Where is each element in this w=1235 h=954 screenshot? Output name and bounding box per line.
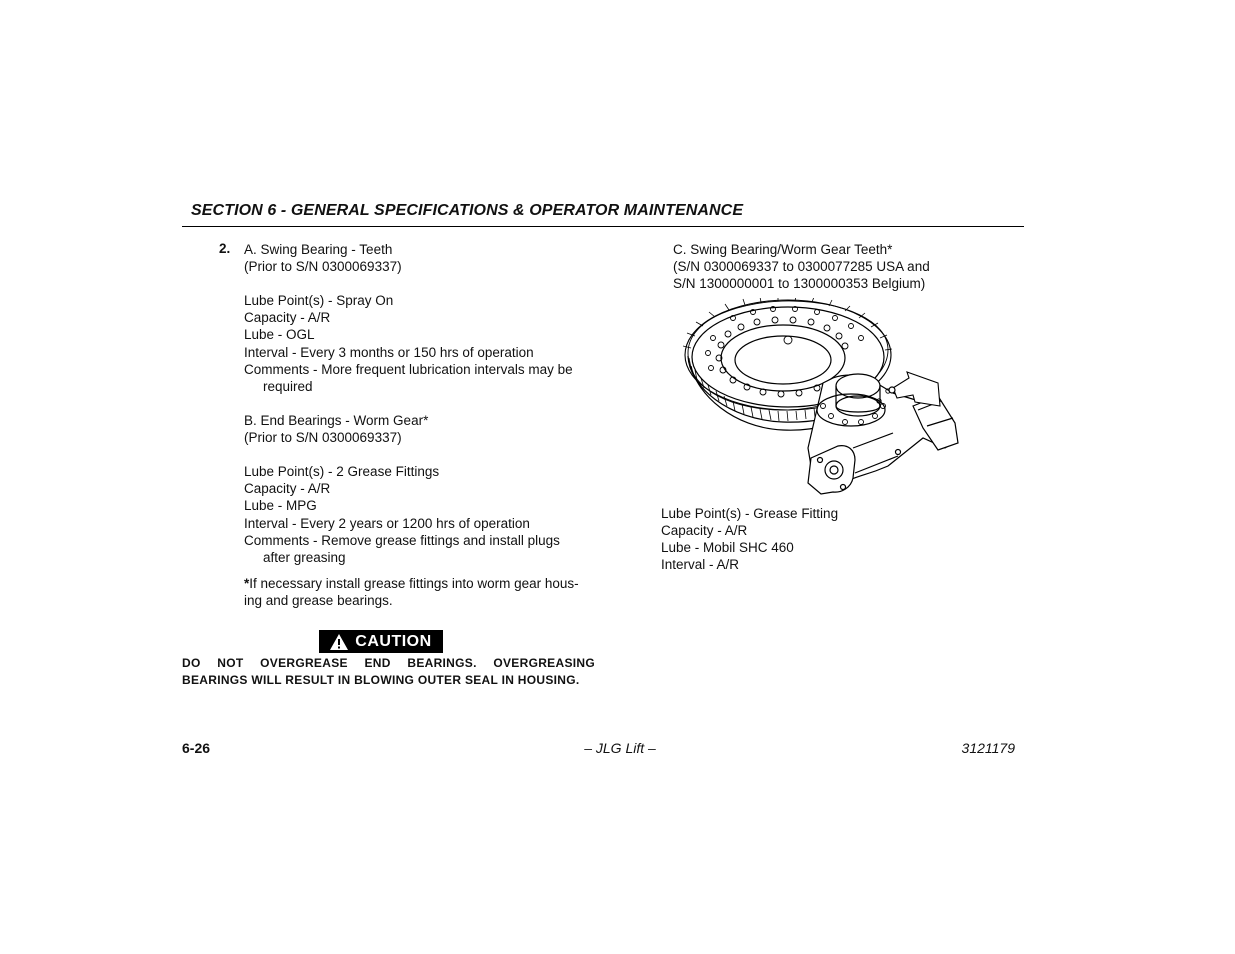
footnote-star: * bbox=[244, 575, 250, 591]
item-c-lube-points: Lube Point(s) - Grease Fitting bbox=[661, 506, 839, 521]
item-a-capacity: Capacity - A/R bbox=[244, 310, 331, 326]
warning-triangle-icon bbox=[330, 634, 348, 650]
swing-bearing-illustration bbox=[683, 298, 963, 498]
item-b-capacity: Capacity - A/R bbox=[244, 481, 331, 497]
item-b-comments-cont: after greasing bbox=[263, 549, 346, 565]
caution-text: DO NOT OVERGREASE END BEARINGS. OVERGREASING BEARINGS WILL RESULT IN BLOWING OUTER SEAL IN HOUSING. bbox=[182, 656, 595, 687]
item-c-lube: Lube - Mobil SHC 460 bbox=[661, 540, 794, 556]
item-b-interval: Interval - Every 2 years or 1200 hrs of operation bbox=[244, 515, 530, 531]
footnote: *If necessary install grease fittings into worm gear hous- bbox=[244, 575, 579, 591]
item-b-comments: Comments - Remove grease fittings and install plugs bbox=[244, 532, 560, 548]
item-b-lube-points: Lube Point(s) - 2 Grease Fittings bbox=[244, 464, 440, 480]
item-a-serial: (Prior to S/N 0300069337) bbox=[244, 259, 402, 275]
item-a-comments: Comments - More frequent lubrication intervals may be bbox=[244, 361, 573, 377]
item-c-serial: (S/N 0300069337 to 0300077285 USA and bbox=[673, 259, 930, 275]
item-c-interval: Interval - A/R bbox=[661, 557, 740, 573]
caution-badge bbox=[319, 630, 443, 653]
item-a-lube-points: Lube Point(s) - Spray On bbox=[244, 293, 394, 309]
item-c-title: C. Swing Bearing/Worm Gear Teeth* bbox=[673, 242, 893, 257]
footnote-cont: ing and grease bearings. bbox=[244, 592, 393, 608]
item-c-capacity: Capacity - A/R bbox=[661, 523, 748, 539]
right-column-top bbox=[673, 241, 930, 292]
section-title: SECTION 6 - GENERAL SPECIFICATIONS & OPERATOR MAINTENANCE bbox=[191, 202, 744, 219]
page-number: 6-26 bbox=[182, 740, 211, 756]
item-b-serial: (Prior to S/N 0300069337) bbox=[244, 430, 402, 446]
item-c-serial-cont: S/N 1300000001 to 1300000353 Belgium) bbox=[673, 276, 926, 292]
doc-number: 3121179 bbox=[961, 740, 1015, 756]
item-a-comments-cont: required bbox=[263, 378, 313, 394]
footer-center: – JLG Lift – bbox=[584, 740, 656, 756]
left-column bbox=[244, 241, 604, 609]
item-a-interval: Interval - Every 3 months or 150 hrs of operation bbox=[244, 344, 534, 360]
item-a-lube: Lube - OGL bbox=[244, 327, 315, 343]
item-number: 2. bbox=[219, 241, 231, 256]
right-column-bottom bbox=[661, 505, 838, 573]
header-rule bbox=[182, 226, 1024, 227]
caution-label: CAUTION bbox=[355, 632, 432, 650]
item-b-lube: Lube - MPG bbox=[244, 498, 317, 514]
item-a-title: A. Swing Bearing - Teeth bbox=[244, 242, 393, 257]
item-b-title: B. End Bearings - Worm Gear* bbox=[244, 412, 429, 428]
